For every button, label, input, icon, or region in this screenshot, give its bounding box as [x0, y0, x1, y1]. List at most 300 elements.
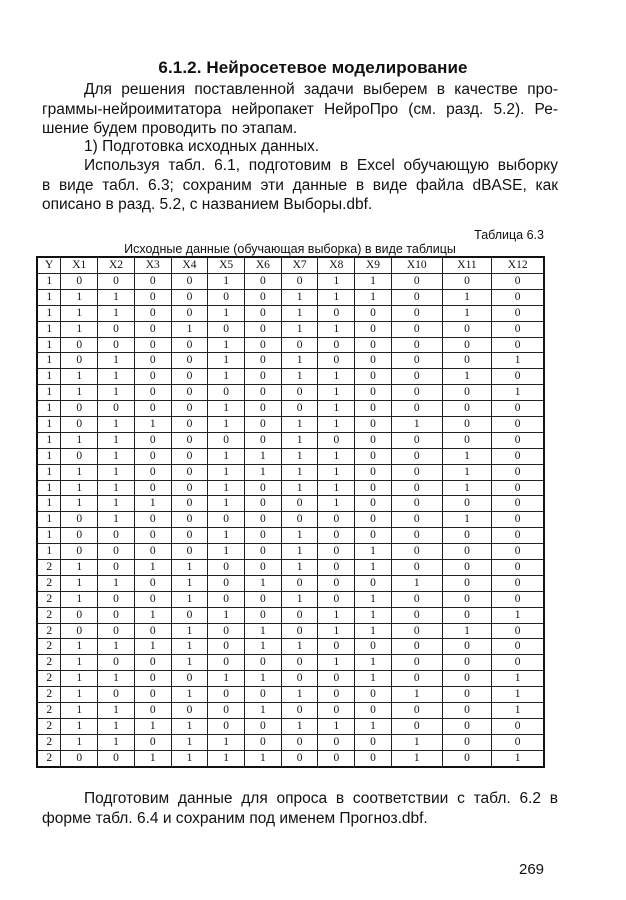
- table-cell: 0: [245, 432, 282, 448]
- table-cell: 0: [355, 369, 392, 385]
- table-cell: 0: [208, 655, 245, 671]
- table-cell: 1: [492, 353, 544, 369]
- table-cell: 0: [134, 655, 171, 671]
- table-cell: 0: [492, 321, 544, 337]
- table-cell: 1: [134, 750, 171, 766]
- table-cell: 1: [391, 750, 442, 766]
- column-header: X7: [281, 257, 318, 274]
- table-cell: 1: [281, 464, 318, 480]
- table-cell: 0: [391, 528, 442, 544]
- table-cell: 1: [208, 496, 245, 512]
- table-cell: 0: [355, 528, 392, 544]
- table-cell: 2: [37, 718, 61, 734]
- table-cell: 0: [171, 274, 208, 290]
- table-cell: 0: [355, 703, 392, 719]
- table-cell: 1: [171, 750, 208, 766]
- table-cell: 0: [391, 369, 442, 385]
- table-cell: 1: [391, 687, 442, 703]
- page-number: 269: [519, 861, 545, 878]
- table-cell: 0: [208, 687, 245, 703]
- table-cell: 0: [98, 687, 135, 703]
- table-cell: 1: [281, 591, 318, 607]
- table-cell: 0: [245, 528, 282, 544]
- table-row: [37, 305, 544, 321]
- table-cell: 1: [171, 718, 208, 734]
- table-cell: 0: [355, 353, 392, 369]
- table-cell: 0: [281, 512, 318, 528]
- table-cell: 1: [61, 703, 98, 719]
- table-cell: 0: [442, 274, 492, 290]
- table-cell: 1: [245, 750, 282, 766]
- table-row: [37, 385, 544, 401]
- table-row: [37, 321, 544, 337]
- table-cell: 1: [134, 496, 171, 512]
- table-cell: 0: [171, 337, 208, 353]
- table-cell: 1: [208, 274, 245, 290]
- table-cell: 0: [442, 432, 492, 448]
- table-cell: 0: [61, 544, 98, 560]
- table-row: [37, 464, 544, 480]
- table-cell: 1: [391, 734, 442, 750]
- table-cell: 0: [208, 591, 245, 607]
- table-row: [37, 417, 544, 433]
- table-row: [37, 480, 544, 496]
- table-cell: 0: [171, 417, 208, 433]
- table-cell: 1: [318, 607, 355, 623]
- table-cell: 0: [171, 353, 208, 369]
- table-row: [37, 718, 544, 734]
- table-cell: 2: [37, 750, 61, 766]
- table-cell: 1: [37, 544, 61, 560]
- table-cell: 1: [281, 321, 318, 337]
- table-cell: 0: [492, 560, 544, 576]
- table-row: [37, 671, 544, 687]
- table-cell: 0: [98, 560, 135, 576]
- table-cell: 0: [442, 607, 492, 623]
- table-cell: 0: [391, 639, 442, 655]
- table-cell: 1: [318, 464, 355, 480]
- excel-paragraph: [42, 156, 558, 215]
- table-cell: 0: [318, 639, 355, 655]
- table-cell: 1: [37, 512, 61, 528]
- table-cell: 0: [355, 750, 392, 766]
- table-cell: 1: [318, 480, 355, 496]
- table-cell: 1: [318, 321, 355, 337]
- table-cell: 0: [442, 750, 492, 766]
- table-cell: 0: [245, 607, 282, 623]
- table-cell: 0: [98, 750, 135, 766]
- table-cell: 1: [208, 671, 245, 687]
- table-cell: 1: [37, 353, 61, 369]
- table-cell: 1: [318, 718, 355, 734]
- table-cell: 1: [134, 607, 171, 623]
- table-row: [37, 432, 544, 448]
- table-cell: 0: [492, 305, 544, 321]
- table-cell: 1: [245, 639, 282, 655]
- table-cell: 0: [355, 734, 392, 750]
- table-cell: 1: [61, 671, 98, 687]
- table-cell: 0: [318, 703, 355, 719]
- table-row: [37, 734, 544, 750]
- table-cell: 1: [492, 687, 544, 703]
- table-cell: 0: [134, 480, 171, 496]
- table-cell: 1: [98, 718, 135, 734]
- table-cell: 0: [318, 512, 355, 528]
- table-cell: 0: [208, 575, 245, 591]
- column-header: X5: [208, 257, 245, 274]
- column-header: Y: [37, 257, 61, 274]
- table-cell: 0: [318, 671, 355, 687]
- column-header: X2: [98, 257, 135, 274]
- table-cell: 0: [245, 305, 282, 321]
- table-cell: 0: [492, 464, 544, 480]
- table-cell: 1: [281, 369, 318, 385]
- table-cell: 1: [37, 274, 61, 290]
- table-cell: 0: [61, 401, 98, 417]
- table-cell: 0: [492, 639, 544, 655]
- table-cell: 1: [37, 385, 61, 401]
- table-cell: 0: [355, 432, 392, 448]
- table-cell: 1: [98, 671, 135, 687]
- table-cell: 0: [208, 289, 245, 305]
- table-cell: 1: [281, 718, 318, 734]
- table-cell: 1: [61, 385, 98, 401]
- table-cell: 0: [318, 560, 355, 576]
- table-cell: 0: [391, 718, 442, 734]
- text-line: Подготовим данные для опроса в соответствии с табл. 6.2 в: [84, 790, 558, 807]
- table-cell: 0: [391, 480, 442, 496]
- table-cell: 0: [61, 623, 98, 639]
- table-cell: 0: [245, 369, 282, 385]
- table-cell: 0: [391, 703, 442, 719]
- table-cell: 1: [355, 607, 392, 623]
- table-cell: 1: [61, 687, 98, 703]
- table-cell: 1: [355, 544, 392, 560]
- table-cell: 0: [134, 401, 171, 417]
- table-cell: 1: [61, 639, 98, 655]
- table-cell: 0: [391, 385, 442, 401]
- table-cell: 0: [98, 655, 135, 671]
- table-cell: 0: [208, 321, 245, 337]
- table-cell: 1: [391, 417, 442, 433]
- table-row: [37, 274, 544, 290]
- column-header: X4: [171, 257, 208, 274]
- table-cell: 0: [171, 703, 208, 719]
- table-cell: 1: [492, 671, 544, 687]
- table-cell: 0: [355, 401, 392, 417]
- table-cell: 0: [134, 432, 171, 448]
- table-cell: 1: [61, 321, 98, 337]
- table-row: [37, 607, 544, 623]
- table-cell: 0: [245, 544, 282, 560]
- table-cell: 0: [391, 496, 442, 512]
- table-cell: 0: [492, 448, 544, 464]
- table-cell: 1: [98, 289, 135, 305]
- text-line: Для решения поставленной задачи выберем в качестве про-: [84, 81, 558, 98]
- table-cell: 1: [281, 305, 318, 321]
- table-cell: 1: [37, 369, 61, 385]
- table-cell: 0: [391, 274, 442, 290]
- table-cell: 1: [281, 687, 318, 703]
- table-cell: 1: [98, 496, 135, 512]
- training-data-table: [36, 256, 545, 768]
- table-cell: 0: [281, 734, 318, 750]
- table-cell: 1: [355, 623, 392, 639]
- table-cell: 2: [37, 591, 61, 607]
- table-cell: 1: [281, 480, 318, 496]
- table-cell: 0: [134, 671, 171, 687]
- table-cell: 0: [245, 385, 282, 401]
- table-cell: 0: [171, 369, 208, 385]
- table-cell: 1: [492, 703, 544, 719]
- table-cell: 0: [391, 321, 442, 337]
- table-row: [37, 289, 544, 305]
- column-header: X10: [391, 257, 442, 274]
- table-cell: 0: [208, 718, 245, 734]
- table-cell: 1: [134, 417, 171, 433]
- table-row: [37, 512, 544, 528]
- table-cell: 0: [281, 385, 318, 401]
- table-cell: 0: [208, 560, 245, 576]
- table-cell: 1: [98, 512, 135, 528]
- text-line: описано в разд. 5.2, с названием Выборы.dbf.: [42, 196, 373, 213]
- table-cell: 1: [245, 623, 282, 639]
- table-cell: 0: [492, 369, 544, 385]
- table-cell: 1: [171, 655, 208, 671]
- table-cell: 1: [245, 464, 282, 480]
- table-cell: 0: [391, 353, 442, 369]
- table-cell: 1: [171, 639, 208, 655]
- table-cell: 0: [245, 321, 282, 337]
- table-cell: 2: [37, 655, 61, 671]
- table-cell: 1: [98, 703, 135, 719]
- table-cell: 0: [442, 718, 492, 734]
- intro-paragraph: [42, 80, 558, 139]
- table-cell: 0: [391, 289, 442, 305]
- table-row: [37, 591, 544, 607]
- table-cell: 0: [171, 544, 208, 560]
- table-cell: 1: [281, 639, 318, 655]
- table-row: [37, 750, 544, 766]
- table-cell: 1: [355, 718, 392, 734]
- text-line: в виде табл. 6.3; сохраним эти данные в виде файла dBASE, как: [42, 176, 558, 194]
- table-row: [37, 687, 544, 703]
- table-cell: 1: [134, 560, 171, 576]
- table-cell: 0: [281, 274, 318, 290]
- table-cell: 1: [61, 655, 98, 671]
- table-cell: 1: [208, 353, 245, 369]
- table-cell: 0: [442, 353, 492, 369]
- table-cell: 0: [281, 655, 318, 671]
- table-cell: 1: [37, 321, 61, 337]
- table-row: [37, 639, 544, 655]
- table-cell: 0: [355, 464, 392, 480]
- table-cell: 0: [245, 512, 282, 528]
- table-cell: 1: [98, 464, 135, 480]
- column-header: X11: [442, 257, 492, 274]
- table-cell: 1: [98, 480, 135, 496]
- table-cell: 0: [134, 448, 171, 464]
- table-cell: 0: [318, 575, 355, 591]
- table-cell: 0: [281, 607, 318, 623]
- table-cell: 0: [281, 575, 318, 591]
- table-cell: 0: [442, 385, 492, 401]
- table-cell: 0: [391, 655, 442, 671]
- table-cell: 0: [134, 274, 171, 290]
- table-cell: 2: [37, 560, 61, 576]
- table-cell: 0: [281, 623, 318, 639]
- table-row: [37, 623, 544, 639]
- table-cell: 2: [37, 671, 61, 687]
- table-cell: 0: [245, 560, 282, 576]
- table-cell: 0: [492, 401, 544, 417]
- table-cell: 1: [442, 480, 492, 496]
- table-cell: 0: [134, 385, 171, 401]
- table-cell: 1: [281, 289, 318, 305]
- table-cell: 1: [318, 417, 355, 433]
- table-cell: 0: [318, 305, 355, 321]
- table-cell: 1: [208, 417, 245, 433]
- table-row: [37, 703, 544, 719]
- table-cell: 1: [208, 528, 245, 544]
- table-cell: 0: [61, 417, 98, 433]
- table-cell: 0: [208, 512, 245, 528]
- table-cell: 1: [208, 750, 245, 766]
- table-cell: 0: [355, 480, 392, 496]
- table-cell: 1: [245, 448, 282, 464]
- table-cell: 0: [391, 671, 442, 687]
- table-cell: 1: [37, 464, 61, 480]
- table-row: [37, 544, 544, 560]
- table-cell: 0: [245, 289, 282, 305]
- table-cell: 1: [208, 369, 245, 385]
- table-cell: 0: [355, 448, 392, 464]
- table-cell: 1: [61, 718, 98, 734]
- table-cell: 0: [134, 512, 171, 528]
- step-paragraph: [42, 137, 558, 157]
- table-cell: 0: [281, 750, 318, 766]
- table-cell: 1: [442, 305, 492, 321]
- table-cell: 1: [208, 337, 245, 353]
- table-cell: 0: [492, 623, 544, 639]
- column-header: X1: [61, 257, 98, 274]
- table-cell: 0: [134, 305, 171, 321]
- table-cell: 0: [245, 417, 282, 433]
- table-cell: 1: [442, 448, 492, 464]
- text-line: 1) Подготовка исходных данных.: [84, 138, 320, 155]
- table-cell: 0: [98, 623, 135, 639]
- table-cell: 1: [171, 560, 208, 576]
- table-cell: 0: [245, 734, 282, 750]
- table-cell: 1: [492, 385, 544, 401]
- table-cell: 1: [492, 750, 544, 766]
- table-cell: 0: [171, 496, 208, 512]
- table-cell: 2: [37, 623, 61, 639]
- table-cell: 1: [134, 718, 171, 734]
- table-cell: 0: [61, 750, 98, 766]
- table-cell: 0: [442, 321, 492, 337]
- table-cell: 1: [61, 432, 98, 448]
- table-cell: 0: [208, 623, 245, 639]
- table-cell: 0: [442, 734, 492, 750]
- table-cell: 0: [245, 274, 282, 290]
- table-cell: 1: [442, 464, 492, 480]
- table-cell: 0: [171, 401, 208, 417]
- table-cell: 1: [171, 591, 208, 607]
- table-cell: 0: [391, 591, 442, 607]
- table-cell: 0: [442, 591, 492, 607]
- table-cell: 0: [391, 432, 442, 448]
- table-cell: 0: [442, 655, 492, 671]
- column-header: X12: [492, 257, 544, 274]
- table-cell: 1: [318, 369, 355, 385]
- text-line: шение будем проводить по этапам.: [42, 120, 298, 137]
- table-cell: 0: [391, 448, 442, 464]
- column-header: X6: [245, 257, 282, 274]
- table-cell: 0: [442, 528, 492, 544]
- table-cell: 0: [442, 560, 492, 576]
- table-cell: 0: [318, 353, 355, 369]
- table-cell: 0: [492, 591, 544, 607]
- table-cell: 1: [208, 401, 245, 417]
- table-cell: 1: [37, 496, 61, 512]
- table-cell: 0: [171, 448, 208, 464]
- table-cell: 1: [37, 337, 61, 353]
- table-cell: 0: [281, 337, 318, 353]
- table-cell: 0: [492, 289, 544, 305]
- table-cell: 1: [391, 575, 442, 591]
- table-cell: 0: [391, 544, 442, 560]
- table-cell: 0: [442, 639, 492, 655]
- table-cell: 1: [318, 401, 355, 417]
- table-cell: 0: [134, 464, 171, 480]
- table-cell: 1: [61, 305, 98, 321]
- table-cell: 0: [318, 337, 355, 353]
- table-cell: 0: [442, 337, 492, 353]
- table-row: [37, 448, 544, 464]
- table-cell: 1: [208, 480, 245, 496]
- table-row: [37, 560, 544, 576]
- table-cell: 1: [318, 274, 355, 290]
- table-cell: 0: [281, 496, 318, 512]
- table-cell: 1: [61, 575, 98, 591]
- table-cell: 1: [98, 369, 135, 385]
- table-header-row: [37, 257, 544, 274]
- table-cell: 0: [492, 417, 544, 433]
- table-cell: 0: [98, 607, 135, 623]
- table-cell: 0: [134, 623, 171, 639]
- table-cell: 1: [245, 703, 282, 719]
- table-cell: 1: [318, 385, 355, 401]
- table-cell: 0: [134, 575, 171, 591]
- table-cell: 1: [61, 464, 98, 480]
- table-cell: 0: [492, 512, 544, 528]
- table-cell: 0: [391, 560, 442, 576]
- table-cell: 0: [171, 289, 208, 305]
- table-cell: 1: [208, 464, 245, 480]
- table-cell: 0: [98, 401, 135, 417]
- table-cell: 0: [171, 671, 208, 687]
- table-cell: 0: [208, 432, 245, 448]
- table-cell: 1: [281, 432, 318, 448]
- table-cell: 1: [98, 432, 135, 448]
- table-cell: 0: [318, 734, 355, 750]
- table-cell: 0: [171, 528, 208, 544]
- table-cell: 0: [492, 575, 544, 591]
- table-cell: 0: [318, 750, 355, 766]
- table-cell: 0: [391, 512, 442, 528]
- table-cell: 0: [171, 385, 208, 401]
